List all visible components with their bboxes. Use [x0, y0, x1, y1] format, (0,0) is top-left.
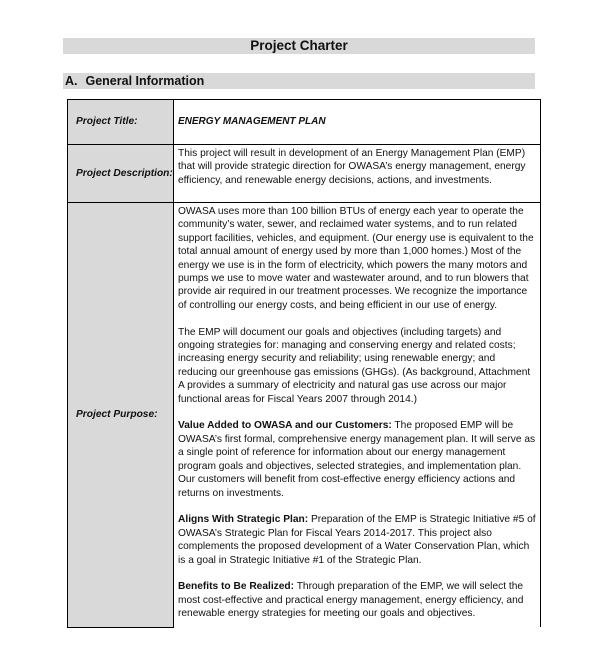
- value-added-text: The proposed EMP will be OWASA’s first formal, comprehensive energy management plan. It will serve as a single point of reference for information about our energy management program goals and objectives, selected strategies, and implementation plan. Our customers will benefit from cost-effective energy efficiency actions and returns on investments.: [178, 420, 536, 499]
- value-added-heading: Value Added to OWASA and our Customers:: [178, 420, 392, 432]
- project-description-label: Project Description:: [68, 145, 174, 203]
- benefits-paragraph: [178, 580, 536, 620]
- project-title-value: ENERGY MANAGEMENT PLAN: [174, 100, 541, 145]
- project-description-value: This project will result in development of an Energy Management Plan (EMP) that will provide strategic direction for OWASA’s energy management, energy efficiency, and renewable energy decisions, actions, and investments.: [174, 145, 541, 203]
- benefits-heading: Benefits to Be Realized:: [178, 581, 295, 593]
- charter-table: [67, 99, 541, 628]
- project-purpose-value: [174, 203, 541, 628]
- value-added-paragraph: [178, 419, 536, 499]
- project-purpose-label: Project Purpose:: [68, 203, 174, 628]
- section-header: [63, 73, 535, 89]
- strategic-plan-paragraph: [178, 513, 536, 567]
- table-row: [68, 145, 541, 203]
- title-bar: [63, 38, 535, 54]
- section-title: General Information: [85, 74, 205, 88]
- section-number: A.: [65, 74, 78, 88]
- benefits-text: Through preparation of the EMP, we will select the most cost-effective and practical energy management, energy efficiency, and renewable energy strategies for meeting our goals and objectives.: [178, 581, 524, 620]
- strategic-plan-text: Preparation of the EMP is Strategic Initiative #5 of OWASA’s Strategic Plan for Fiscal Years 2014-2017. This project also complements the proposed development of a Water Conservation Plan, which is a goal in Strategic Initiative #1 of the Strategic Plan.: [178, 514, 536, 566]
- table-row: [68, 203, 541, 628]
- purpose-paragraph: The EMP will document our goals and objectives (including targets) and ongoing strategies for: managing and conserving energy and related costs; increasing energy security and reliability; using renewable energy; and reducing our greenhouse gas emissions (GHGs). (As background, Attachment A provides a summary of electricity and natural gas use across our major functional areas for Fiscal Years 2007 through 2014.): [178, 326, 531, 405]
- project-title-label: Project Title:: [68, 100, 174, 145]
- strategic-plan-heading: Aligns With Strategic Plan:: [178, 514, 309, 526]
- purpose-paragraph: OWASA uses more than 100 billion BTUs of energy each year to operate the community’s water, sewer, and reclaimed water systems, and to run related support facilities, vehicles, and equipment. (Our energy use is equivalent to the total annual amount of energy used by more than 1,000 homes.) Most of the energy we use is in the form of electricity, which powers the many motors and pumps we use to move water and wastewater around, and to run blowers that provide air required in our treatment processes. We recognize the importance of controlling our energy costs, and being efficient in our use of energy.: [178, 206, 534, 311]
- table-row: [68, 100, 541, 145]
- page-title: Project Charter: [250, 38, 348, 53]
